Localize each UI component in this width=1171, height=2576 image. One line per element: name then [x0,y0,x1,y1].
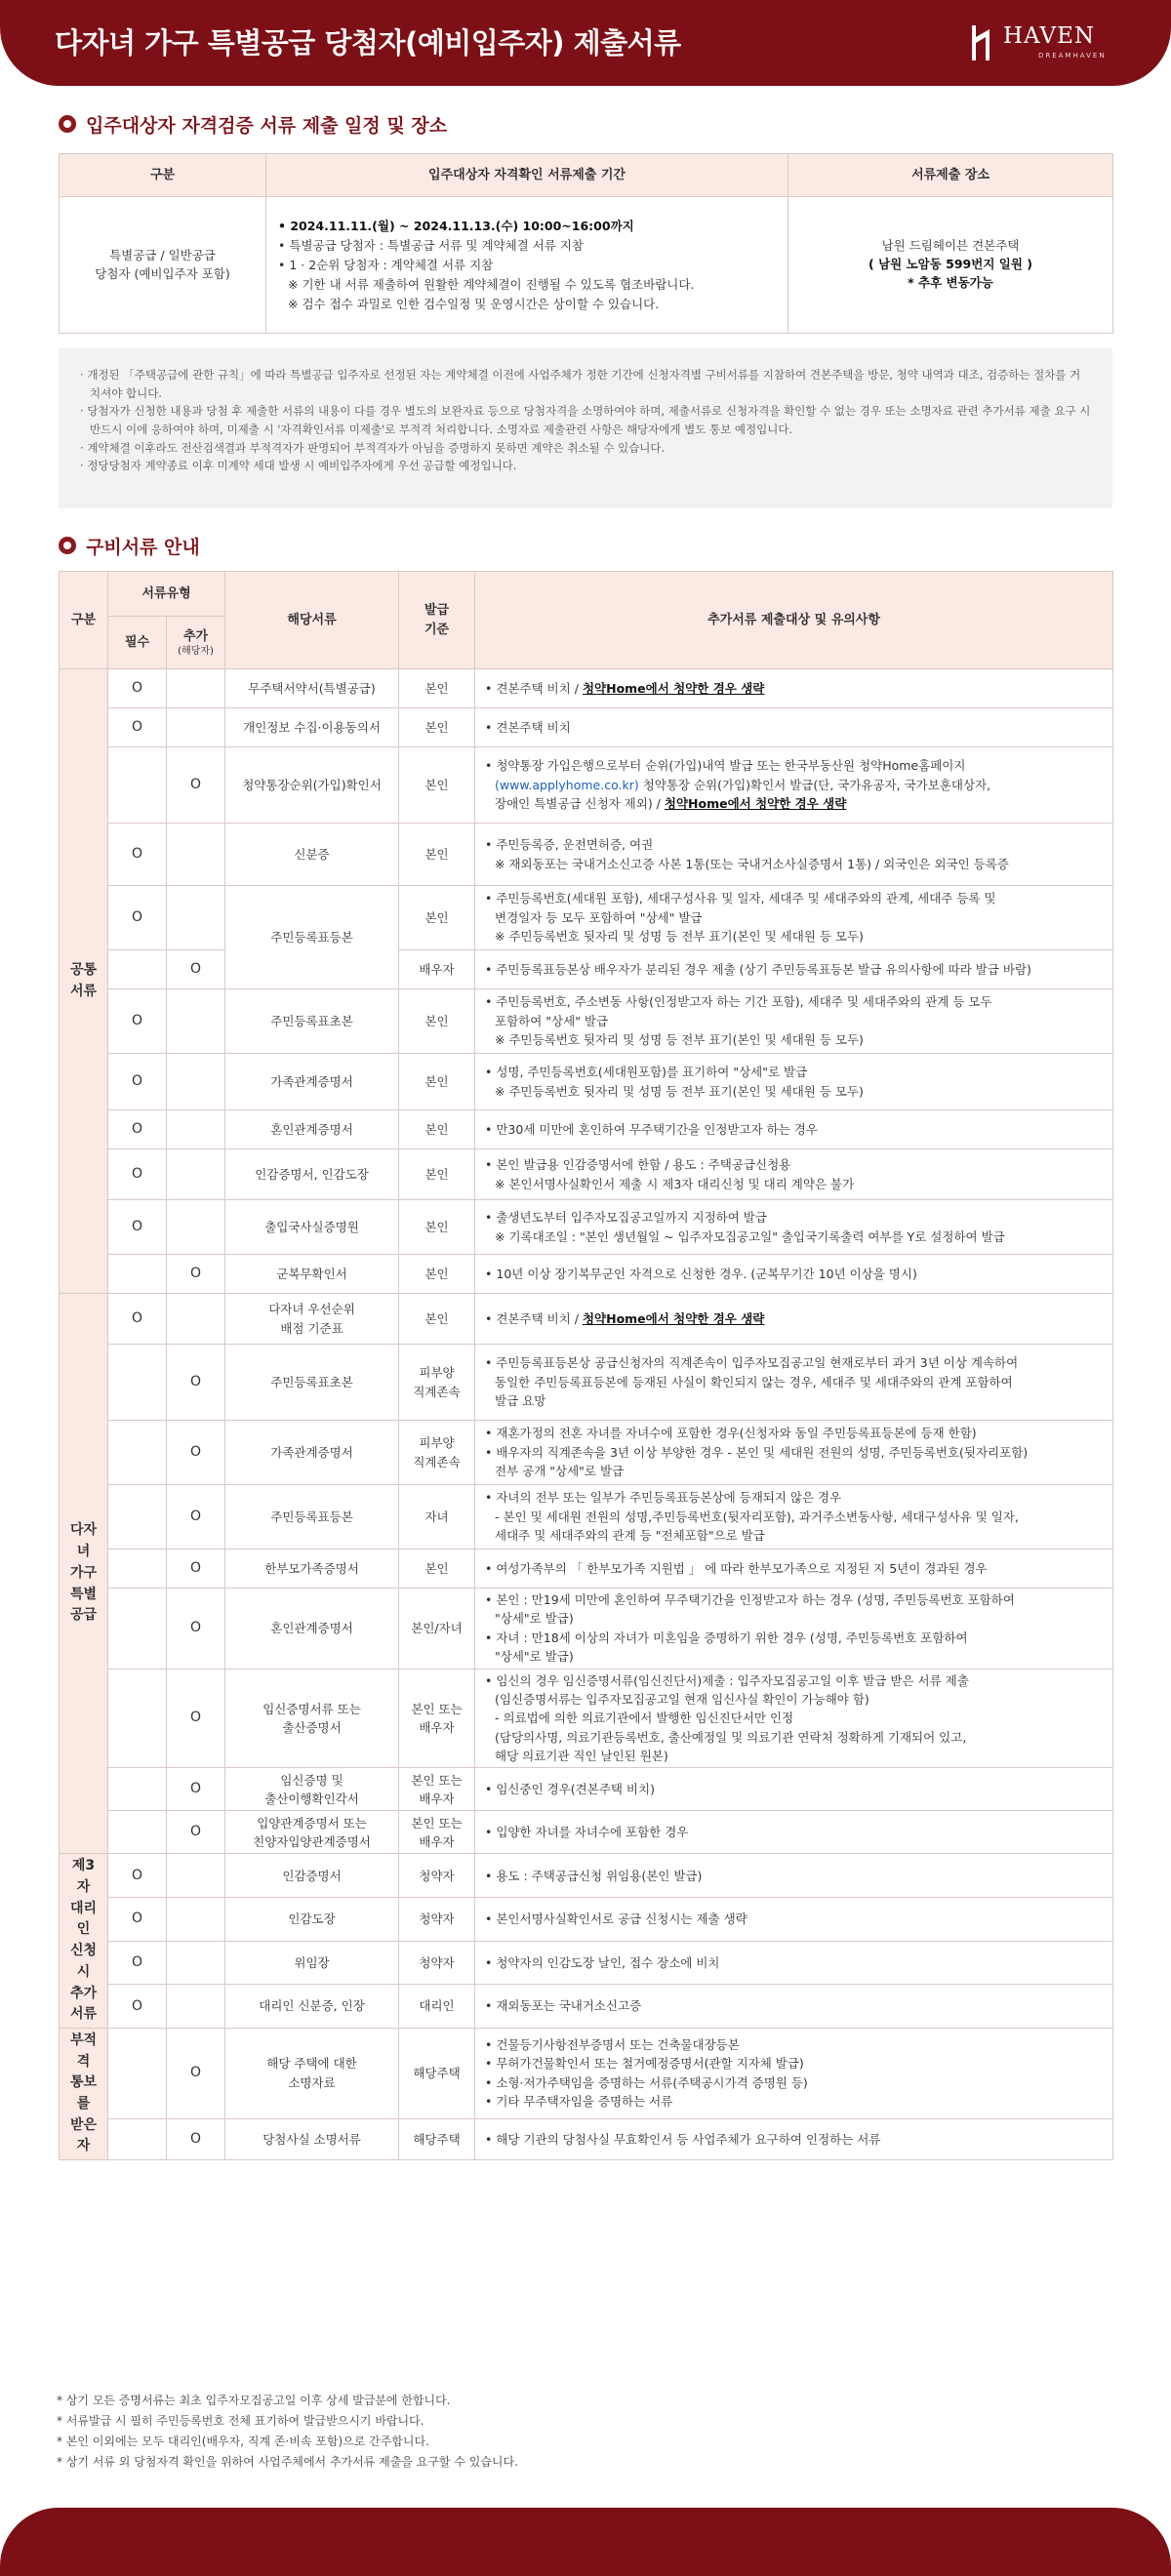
additional-mark [167,669,225,708]
additional-mark [167,1550,225,1589]
issue-basis: 본인/자녀 [399,1589,475,1670]
documents-subheader-row: 필수 추가 (해당자) [60,617,1113,669]
logo-mark-icon [966,21,995,64]
schedule-period: • 2024.11.11.(월) ~ 2024.11.13.(수) 10:00~16:00까지 • 특별공급 당첨자 : 특별공급 서류 및 계약체결 서류 지참 • 1 · 2순위 당첨자 : 계약체결 서류 지참 ※ 기한 내 서류 제출하여 원활한 계약체결이 진행될 수 있도록 협조바랍니다. ※ 검수 접수 과밀로 인한 검수일정 및 운영시간은 상이할 수 있습니다. [266,197,788,334]
applyhome-link[interactable]: (www.applyhome.co.kr) [495,777,639,792]
documents-row [60,1854,1113,1898]
required-mark [108,950,167,989]
emphasis-text: 청약Home에서 청약한 경우 생략 [582,680,765,696]
additional-mark [167,1149,225,1200]
additional-mark [167,1110,225,1149]
required-mark [108,824,167,886]
documents-row [60,1589,1113,1670]
issue-basis: 본인 또는 배우자 [399,1811,475,1854]
issue-basis: 본인 [399,989,475,1054]
document-name: 입양관계증명서 또는 친양자입양관계증명서 [225,1811,399,1854]
documents-row [60,989,1113,1054]
group-label-common: 공통 서류 [60,669,108,1294]
document-name: 가족관계증명서 [225,1421,399,1485]
document-name: 대리인 신분증, 인장 [225,1985,399,2029]
section-documents-title: 구비서류 안내 [59,532,200,559]
document-name: 해당 주택에 대한 소명자료 [225,2028,399,2118]
required-mark [108,1941,167,1985]
documents-row [60,2118,1113,2159]
circle-mark-icon: O [189,777,202,792]
document-name: 인감증명서, 인감도장 [225,1149,399,1200]
additional-mark [167,747,225,824]
issue-basis: 피부양 직계존속 [399,1421,475,1485]
document-name: 혼인관계증명서 [225,1589,399,1670]
additional-mark [167,1768,225,1811]
schedule-category: 특별공급 / 일반공급 당첨자 (예비입주자 포함) [60,197,266,334]
circle-mark-icon: O [189,1781,202,1797]
document-notes: • 용도 : 주택공급신청 위임용(본인 발급) [475,1854,1113,1898]
issue-basis: 본인 [399,1054,475,1110]
circle-mark-icon: O [131,719,143,735]
documents-row [60,1485,1113,1550]
required-mark [108,1589,167,1670]
required-mark [108,2118,167,2159]
additional-mark [167,950,225,989]
document-name: 청약통장순위(가입)확인서 [225,747,399,824]
documents-row [60,1149,1113,1200]
emphasis-text: 청약Home에서 청약한 경우 생략 [582,1310,765,1326]
documents-row [60,708,1113,747]
schedule-header-row: 구분 입주대상자 자격확인 서류제출 기간 서류제출 장소 [60,154,1113,197]
issue-basis: 자녀 [399,1485,475,1550]
bullet-icon [59,537,76,554]
documents-row [60,747,1113,824]
additional-mark [167,1985,225,2029]
required-mark [108,1345,167,1421]
issue-basis: 청약자 [399,1854,475,1898]
issue-basis: 해당주택 [399,2118,475,2159]
page-title: 다자녀 가구 특별공급 당첨자(예비입주자) 제출서류 [55,26,681,60]
document-notes: • 견본주택 비치 / 청약Home에서 청약한 경우 생략 [475,669,1113,708]
document-name: 신분증 [225,824,399,886]
document-notes: • 본인 발급용 인감증명서에 한함 / 용도 : 주택공급신청용 ※ 본인서명사실확인서 제출 시 제3자 대리신청 및 대리 계약은 불가 [475,1149,1113,1200]
document-notes: • 견본주택 비치 / 청약Home에서 청약한 경우 생략 [475,1294,1113,1345]
document-notes: • 만30세 미만에 혼인하여 무주택기간을 인정받고자 하는 경우 [475,1110,1113,1149]
document-notes: • 주민등록번호(세대원 포함), 세대구성사유 및 일자, 세대주 및 세대주와의 관계, 세대주 등록 및 변경일자 등 모두 포함하여 "상세" 발급 ※ 주민등록번호 뒷자리 및 성명 등 전부 표기(본인 및 세대원 등 모두) [475,886,1113,950]
document-notes: • 자녀의 전부 또는 일부가 주민등록표등본상에 등재되지 않은 경우 - 본인 및 세대원 전원의 성명,주민등록번호(뒷자리포함), 과거주소변동사항, 세대구성사유 및 일자, 세대주 및 세대주와의 관계 등 "전체포함"으로 발급 [475,1485,1113,1550]
document-notes: • 임신중인 경우(견본주택 비치) [475,1768,1113,1811]
emphasis-text: 청약Home에서 청약한 경우 생략 [664,796,847,812]
footnote-item: * 상기 서류 외 당첨자격 확인을 위하여 사업주체에서 추가서류 제출을 요구할 수 있습니다. [57,2455,518,2469]
documents-header-row: 구분 서류유형 해당서류 발급 기준 추가서류 제출대상 및 유의사항 [60,572,1113,617]
footnote-item: * 본인 이외에는 모두 대리인(배우자, 직계 존·비속 포함)으로 간주합니다. [57,2435,429,2448]
circle-mark-icon: O [131,1953,143,1970]
issue-basis: 본인 [399,747,475,824]
document-name: 위임장 [225,1941,399,1985]
required-mark [108,1854,167,1898]
logo-subtext: DREAMHAVEN [1038,52,1107,60]
circle-mark-icon: O [131,1013,143,1028]
circle-mark-icon: O [131,1219,143,1234]
document-name: 당첨사실 소명서류 [225,2118,399,2159]
additional-mark [167,989,225,1054]
documents-row [60,950,1113,989]
document-name: 다자녀 우선순위 배점 기준표 [225,1294,399,1345]
document-notes: • 재혼가정의 전혼 자녀를 자녀수에 포함한 경우(신청자와 동일 주민등록표등본에 등재 한함) • 배우자의 직계존속을 3년 이상 부양한 경우 - 본인 및 세대원 전원의 성명, 주민등록번호(뒷자리포함) 전부 공개 "상세"로 발급 [475,1421,1113,1485]
circle-mark-icon: O [189,1560,202,1576]
circle-mark-icon: O [189,1374,202,1389]
documents-row [60,1110,1113,1149]
document-name: 혼인관계증명서 [225,1110,399,1149]
required-mark [108,1110,167,1149]
circle-mark-icon: O [189,1444,202,1460]
note-item: · 계약체결 이후라도 전산검색결과 부적격자가 판명되어 부적격자가 아님을 증명하지 못하면 계약은 취소될 수 있습니다. [80,439,1091,458]
document-name: 한부모가족증명서 [225,1550,399,1589]
circle-mark-icon: O [131,1121,143,1137]
schedule-table [59,153,1113,334]
logo-wordmark: HAVEN [1003,23,1096,49]
documents-row [60,1200,1113,1255]
document-name: 임신증명서류 또는 출산증명서 [225,1669,399,1768]
document-name: 주민등록표등본 [225,1485,399,1550]
issue-basis: 본인 [399,886,475,950]
circle-mark-icon: O [131,680,143,696]
note-item: · 정당당첨자 계약종료 이후 미계약 세대 발생 시 예비입주자에게 우선 공급할 예정입니다. [80,457,1091,475]
additional-mark [167,1811,225,1854]
circle-mark-icon: O [131,1310,143,1326]
required-mark [108,1421,167,1485]
additional-mark [167,1485,225,1550]
documents-row [60,886,1113,950]
document-notes: • 청약자의 인감도장 날인, 접수 장소에 비치 [475,1941,1113,1985]
documents-row [60,1669,1113,1768]
document-notes: • 출생년도부터 입주자모집공고일까지 지정하여 발급 ※ 기록대조일 : "본인 생년월일 ~ 입주자모집공고일" 출입국기록출력 여부를 Y로 설정하여 발급 [475,1200,1113,1255]
group-label-ineligible: 부적격 통보를 받은 자 [60,2028,108,2159]
document-name: 주민등록표초본 [225,1345,399,1421]
issue-basis: 청약자 [399,1941,475,1985]
note-item: · 당첨자가 신청한 내용과 당첨 후 제출한 서류의 내용이 다를 경우 별도의 보완자료 등으로 당첨자격을 소명하여야 하며, 제출서류로 신청자격을 확인할 수 없는 경우 또는 소명자료 관련 추가서류 제출 요구 시 반드시 이에 응하여야 하며, 미제출 시 '자격확인서류 미제출'로 부적격 처리합니다. 소명자료 제출관련 사항은 해당자에게 별도 통보 예정입니다. [80,402,1091,438]
issue-basis: 본인 [399,1200,475,1255]
document-notes: • 10년 이상 장기복무군인 자격으로 신청한 경우. (군복무기간 10년 이상을 명시) [475,1255,1113,1294]
circle-mark-icon: O [131,846,143,862]
additional-mark [167,1669,225,1768]
document-notes: • 재외동포는 국내거소신고증 [475,1985,1113,2029]
additional-mark [167,1941,225,1985]
circle-mark-icon: O [189,2065,202,2081]
documents-row [60,1985,1113,2029]
footnote-item: * 서류발급 시 필히 주민등록번호 전체 표기하여 발급받으시기 바랍니다. [57,2414,424,2428]
note-item: · 개정된 「주택공급에 관한 규칙」에 따라 특별공급 입주자로 선정된 자는 계약체결 이전에 사업주체가 정한 기간에 신청자격별 구비서류를 지참하여 견본주택을 방문, 청약 내역과 대조, 검증하는 절차를 거치셔야 합니다. [80,366,1091,402]
document-notes: • 성명, 주민등록번호(세대원포함)를 표기하여 "상세"로 발급 ※ 주민등록번호 뒷자리 및 성명 등 전부 표기(본인 및 세대원 등 모두) [475,1054,1113,1110]
issue-basis: 해당주택 [399,2028,475,2118]
footnote-item: * 상기 모든 증명서류는 최초 입주자모집공고일 이후 상세 발급분에 한합니다. [57,2394,451,2407]
issue-basis: 본인 또는 배우자 [399,1669,475,1768]
issue-basis: 대리인 [399,1985,475,2029]
required-mark [108,1485,167,1550]
documents-row [60,1768,1113,1811]
issue-basis: 청약자 [399,1898,475,1942]
documents-row [60,1550,1113,1589]
document-notes: • 주민등록표등본상 공급신청자의 직계존속이 입주자모집공고일 현재로부터 과거 3년 이상 계속하여 동일한 주민등록표등본에 등재된 사실이 확인되지 않는 경우, 세대주 및 세대주와의 관계 포함하여 발급 요망 [475,1345,1113,1421]
circle-mark-icon: O [189,961,202,977]
documents-row [60,2028,1113,2118]
circle-mark-icon: O [189,2130,202,2147]
circle-mark-icon: O [131,1166,143,1182]
additional-mark [167,708,225,747]
documents-row [60,1811,1113,1854]
required-mark [108,1898,167,1942]
circle-mark-icon: O [189,1266,202,1281]
schedule-row [60,197,1113,334]
additional-mark [167,824,225,886]
document-notes: • 본인서명사실확인서로 공급 신청시는 제출 생략 [475,1898,1113,1942]
additional-mark [167,886,225,950]
required-mark [108,669,167,708]
required-mark [108,2028,167,2118]
document-name: 가족관계증명서 [225,1054,399,1110]
additional-mark [167,1898,225,1942]
required-mark [108,1149,167,1200]
documents-row [60,824,1113,886]
page-footer [0,2508,1171,2576]
document-notes: • 입양한 자녀를 자녀수에 포함한 경우 [475,1811,1113,1854]
footnotes [57,2391,1110,2473]
document-name: 주민등록표초본 [225,989,399,1054]
required-mark [108,747,167,824]
notes-box [59,348,1112,508]
additional-mark [167,1421,225,1485]
document-notes: • 임신의 경우 임신증명서류(임신진단서)제출 : 입주자모집공고일 이후 발급 받은 서류 제출 (임신증명서류는 입주자모집공고일 현재 임신사실 확인이 가능해야 함) - 의료법에 의한 의료기관에서 발행한 임신진단서만 인정 (담당의사명, 의료기관등록번호, 출산예정일 및 의료기관 연락처 정확하게 기재되어 있고, 해당 의료기관 직인 날인된 원본) [475,1669,1113,1768]
documents-table [59,571,1113,2160]
issue-basis: 본인 [399,1255,475,1294]
issue-basis: 본인 [399,669,475,708]
documents-row [60,1898,1113,1942]
group-label-multi: 다자녀 가구 특별 공급 [60,1294,108,1854]
required-mark [108,886,167,950]
document-name: 출입국사실증명원 [225,1200,399,1255]
document-name: 인감도장 [225,1898,399,1942]
document-name: 인감증명서 [225,1854,399,1898]
required-mark [108,989,167,1054]
additional-mark [167,1054,225,1110]
documents-row [60,1345,1113,1421]
required-mark [108,1200,167,1255]
issue-basis: 본인 [399,708,475,747]
required-mark [108,1985,167,2029]
document-notes: • 견본주택 비치 [475,708,1113,747]
documents-row [60,1941,1113,1985]
document-notes: • 주민등록표등본상 배우자가 분리된 경우 제출 (상기 주민등록표등본 발급 유의사항에 따라 발급 바람) [475,950,1113,989]
haven-logo [966,21,1112,68]
additional-mark [167,2118,225,2159]
document-notes: • 건물등기사항전부증명서 또는 건축물대장등본 • 무허가건물확인서 또는 철거예정증명서(관할 지자체 발급) • 소형·저가주택임을 증명하는 서류(주택공시가격 증명원 등) • 기타 무주택자임을 증명하는 서류 [475,2028,1113,2118]
document-name: 주민등록표등본 [225,886,399,989]
documents-row [60,1054,1113,1110]
required-mark [108,1669,167,1768]
additional-mark [167,1200,225,1255]
required-mark [108,1054,167,1110]
required-mark [108,708,167,747]
additional-mark [167,1345,225,1421]
documents-row [60,1421,1113,1485]
circle-mark-icon: O [131,1911,143,1927]
document-name: 무주택서약서(특별공급) [225,669,399,708]
circle-mark-icon: O [131,909,143,925]
issue-basis: 본인 또는 배우자 [399,1768,475,1811]
document-name: 임신증명 및 출산이행확인각서 [225,1768,399,1811]
issue-basis: 본인 [399,1110,475,1149]
document-notes: • 여성가족부의 「 한부모가족 지원법 」 에 따라 한부모가족으로 지정된 지 5년이 경과된 경우 [475,1550,1113,1589]
document-name: 군복무확인서 [225,1255,399,1294]
issue-basis: 본인 [399,1149,475,1200]
issue-basis: 본인 [399,824,475,886]
additional-mark [167,1255,225,1294]
issue-basis: 본인 [399,1550,475,1589]
documents-row [60,669,1113,708]
section-schedule-title: 입주대상자 자격검증 서류 제출 일정 및 장소 [59,110,447,138]
additional-mark [167,1294,225,1345]
issue-basis: 피부양 직계존속 [399,1345,475,1421]
circle-mark-icon: O [131,1867,143,1883]
document-name: 개인정보 수집·이용동의서 [225,708,399,747]
circle-mark-icon: O [189,1824,202,1840]
required-mark [108,1255,167,1294]
circle-mark-icon: O [189,1620,202,1636]
circle-mark-icon: O [131,1997,143,2014]
document-notes: • 본인 : 만19세 미만에 혼인하여 무주택기간을 인정받고자 하는 경우 (성명, 주민등록번호 포함하여 "상세"로 발급) • 자녀 : 만18세 이상의 자녀가 미혼임을 증명하기 위한 경우 (성명, 주민등록번호 포함하여 "상세"로 발급) [475,1589,1113,1670]
schedule-place: 남원 드림헤이븐 견본주택 ( 남원 노암동 599번지 일원 ) * 추후 변동가능 [788,197,1113,334]
document-notes: • 해당 기관의 당첨사실 무효확인서 등 사업주체가 요구하여 인정하는 서류 [475,2118,1113,2159]
page-header [0,0,1171,86]
documents-row [60,1255,1113,1294]
group-label-proxy: 제3자 대리인 신청 시 추가 서류 [60,1854,108,2029]
document-notes: • 청약통장 가입은행으로부터 순위(가입)내역 발급 또는 한국부동산원 청약Home홈페이지 (www.applyhome.co.kr) 청약통장 순위(가입)확인서 발급(단, 국가유공자, 국가보훈대상자, 장애인 특별공급 신청자 제외) / 청약Home에서 청약한 경우 생략 [475,747,1113,824]
additional-mark [167,2028,225,2118]
bullet-icon [59,115,76,133]
circle-mark-icon: O [131,1073,143,1089]
required-mark [108,1550,167,1589]
issue-basis: 배우자 [399,950,475,989]
circle-mark-icon: O [189,1509,202,1524]
issue-basis: 본인 [399,1294,475,1345]
document-notes: • 주민등록증, 운전면허증, 여권 ※ 재외동포는 국내거소신고증 사본 1통(또는 국내거소사실증명서 1통) / 외국인은 외국인 등록증 [475,824,1113,886]
additional-mark [167,1589,225,1670]
required-mark [108,1768,167,1811]
required-mark [108,1811,167,1854]
additional-mark [167,1854,225,1898]
documents-row [60,1294,1113,1345]
document-notes: • 주민등록번호, 주소변동 사항(인정받고자 하는 기간 포함), 세대주 및 세대주와의 관계 등 모두 포함하여 "상세" 발급 ※ 주민등록번호 뒷자리 및 성명 등 전부 표기(본인 및 세대원 등 모두) [475,989,1113,1054]
circle-mark-icon: O [189,1710,202,1726]
required-mark [108,1294,167,1345]
